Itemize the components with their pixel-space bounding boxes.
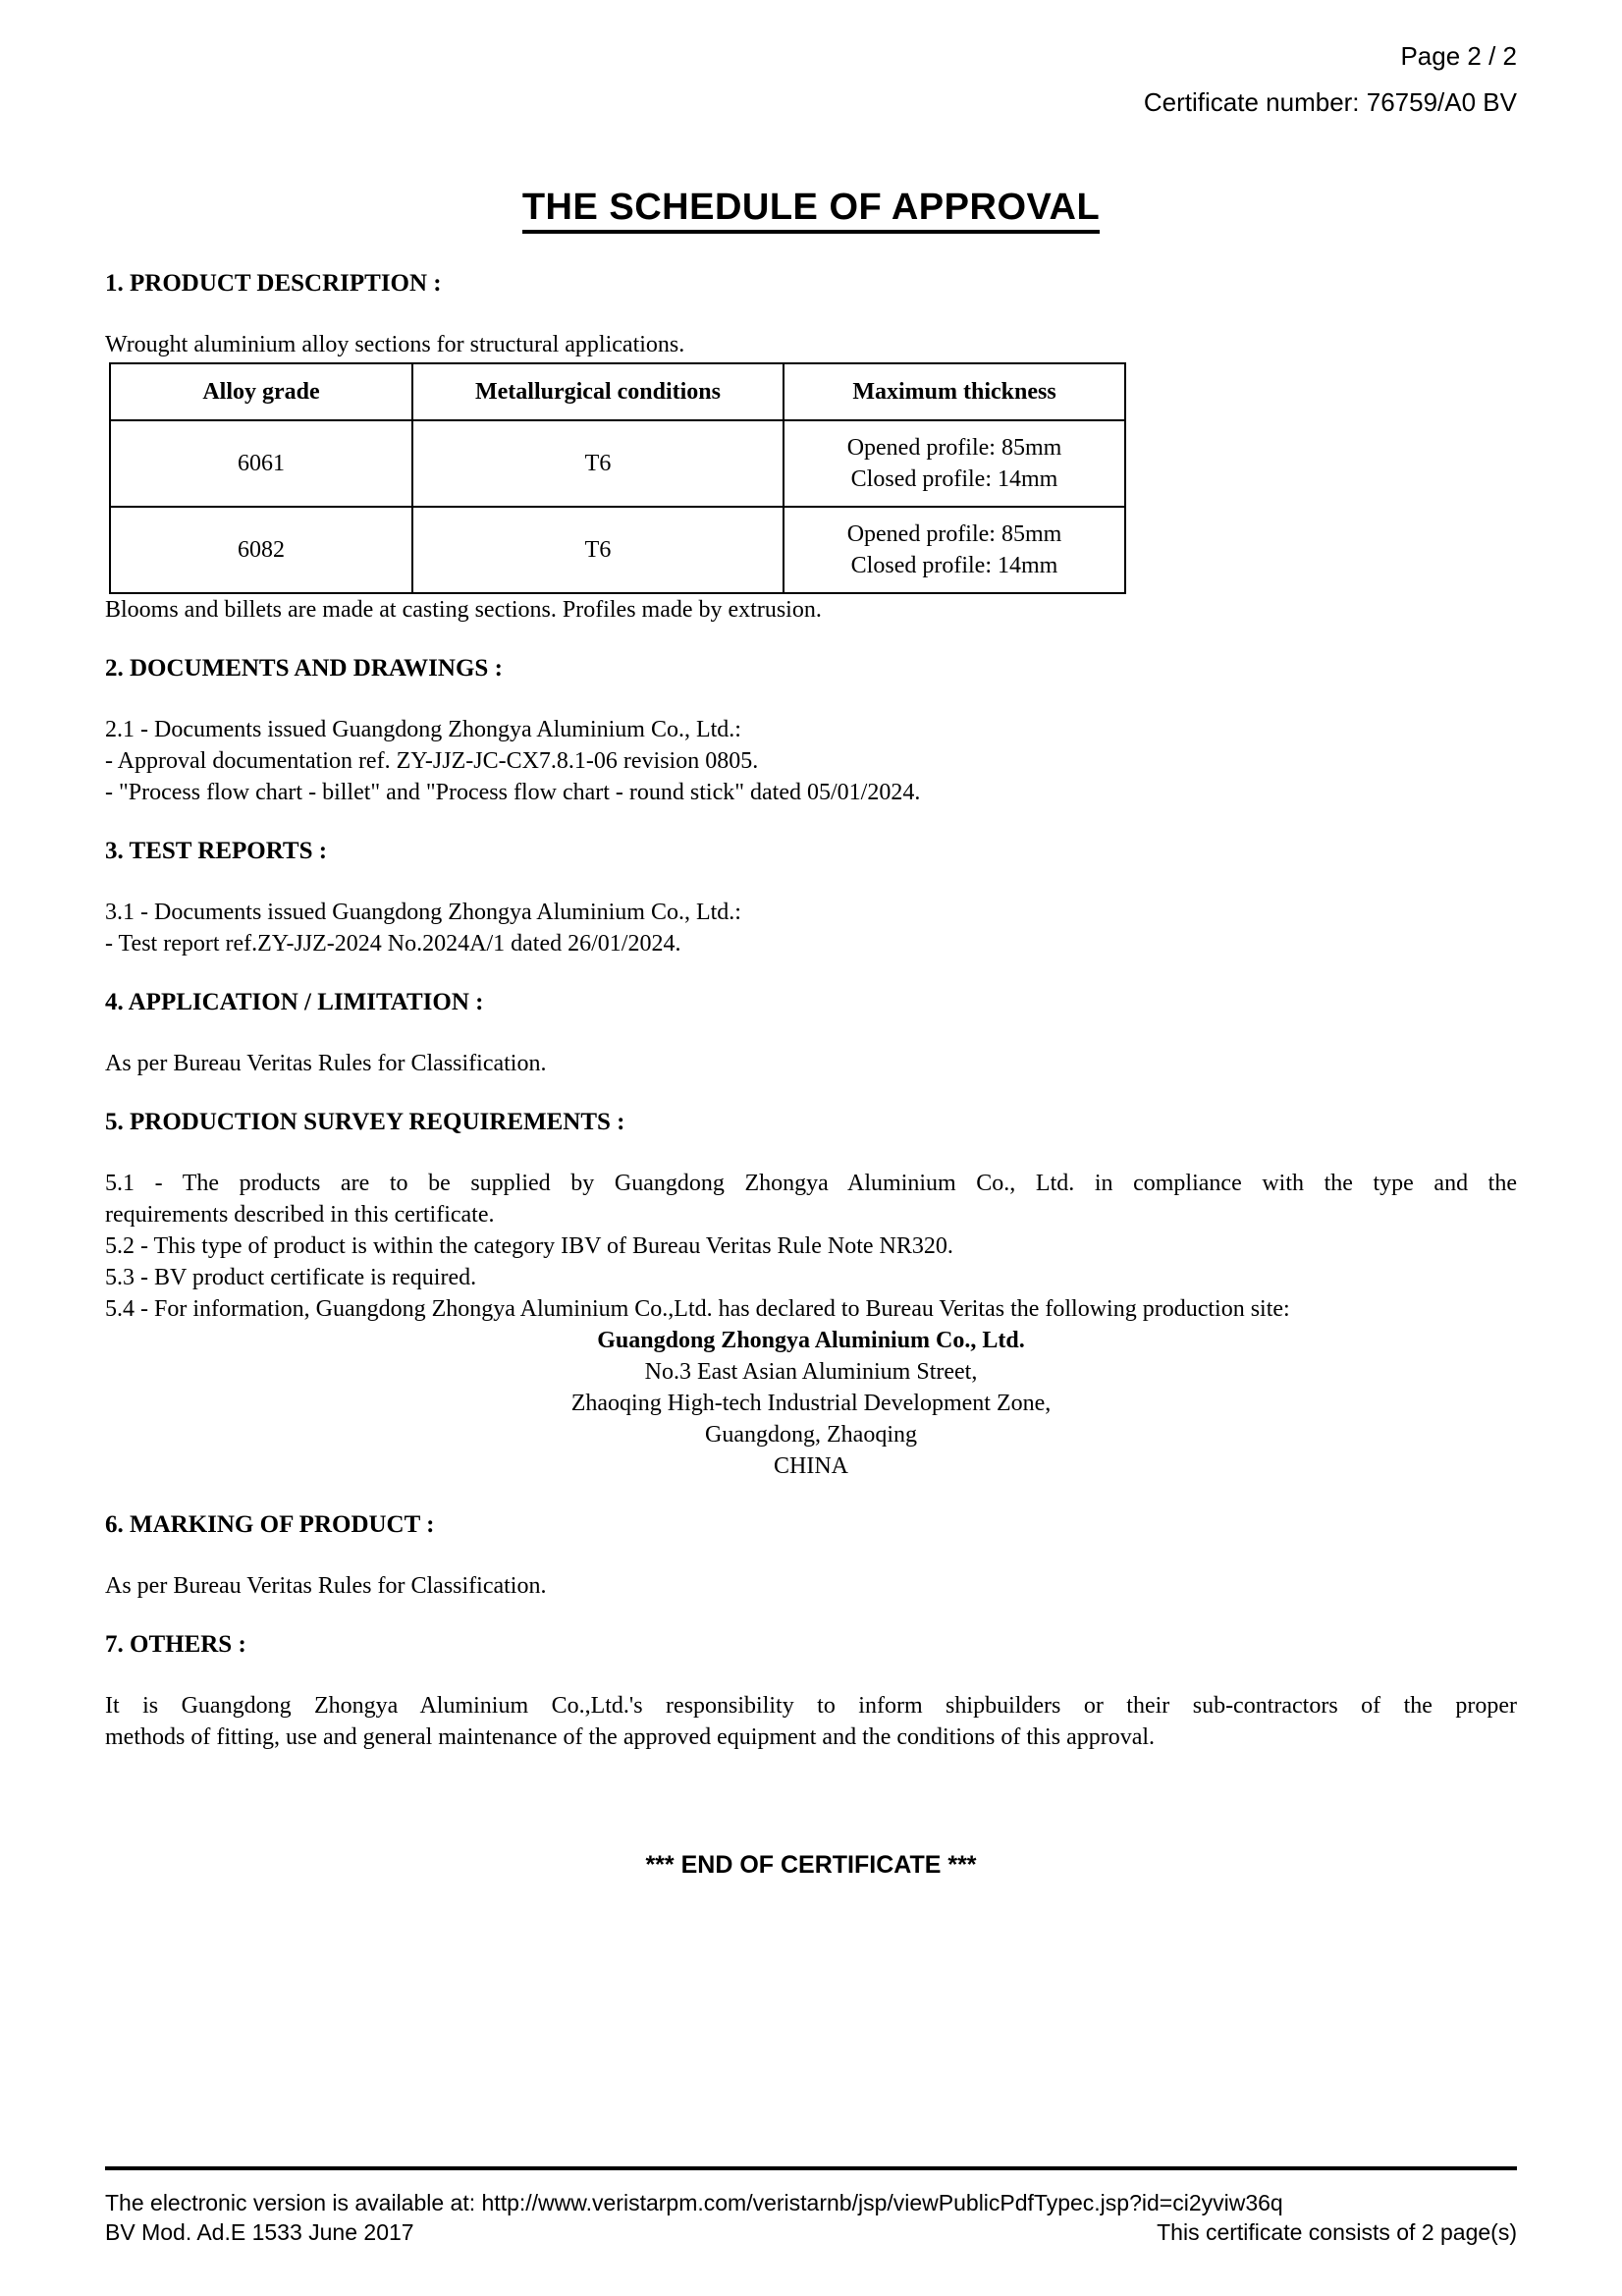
section-2-line: 2.1 - Documents issued Guangdong Zhongya Aluminium Co., Ltd.: [105, 717, 741, 742]
title-container [105, 187, 1517, 234]
table-row [110, 507, 1125, 593]
section-6-heading: 6. MARKING OF PRODUCT : [105, 1511, 435, 1538]
section-1-intro: Wrought aluminium alloy sections for structural applications. [105, 332, 685, 357]
thickness-line: Opened profile: 85mm [846, 435, 1062, 461]
table-row [110, 420, 1125, 507]
footer-bottom-row [105, 2219, 1517, 2246]
page-count-note: This certificate consists of 2 page(s) [1157, 2219, 1517, 2245]
production-site-address-line: Guangdong, Zhaoqing [705, 1422, 917, 1448]
column-header-metallurgical-conditions: Metallurgical conditions [412, 363, 784, 420]
thickness-line: Closed profile: 14mm [850, 466, 1058, 492]
section-5-item: 5.4 - For information, Guangdong Zhongya Aluminium Co.,Ltd. has declared to Bureau Veritas the following production site: [105, 1296, 1290, 1322]
alloy-table-header-row [110, 363, 1125, 420]
alloy-table [109, 362, 1126, 594]
production-site-name: Guangdong Zhongya Aluminium Co., Ltd. [597, 1328, 1025, 1353]
electronic-version-line: The electronic version is available at: http://www.veristarpm.com/veristarnb/jsp/viewPublicPdfTypec.jsp?id=ci2yviw36q [105, 2190, 1283, 2215]
alloy-grade-cell: 6061 [110, 420, 412, 507]
section-5-item: requirements described in this certificate. [105, 1202, 495, 1228]
metallurgical-conditions-cell: T6 [412, 507, 784, 593]
page-title: THE SCHEDULE OF APPROVAL [522, 187, 1100, 234]
section-5-item: 5.3 - BV product certificate is required. [105, 1265, 477, 1290]
section-2-line: - "Process flow chart - billet" and "Process flow chart - round stick" dated 05/01/2024. [105, 780, 921, 805]
section-7-body: methods of fitting, use and general maintenance of the approved equipment and the conditions of this approval. [105, 1724, 1156, 1750]
thickness-line: Closed profile: 14mm [850, 553, 1058, 578]
document-header [105, 41, 1517, 118]
end-of-certificate-marker: *** END OF CERTIFICATE *** [645, 1851, 977, 1879]
thickness-line: Opened profile: 85mm [846, 521, 1062, 547]
section-4-body: As per Bureau Veritas Rules for Classification. [105, 1051, 547, 1076]
form-reference: BV Mod. Ad.E 1533 June 2017 [105, 2219, 414, 2245]
section-5-item: 5.2 - This type of product is within the category IBV of Bureau Veritas Rule Note NR320. [105, 1233, 953, 1259]
maximum-thickness-cell [784, 420, 1125, 507]
section-7-heading: 7. OTHERS : [105, 1631, 246, 1658]
production-site-address-line: No.3 East Asian Aluminium Street, [644, 1359, 978, 1385]
section-5-item: 5.1 - The products are to be supplied by Guangdong Zhongya Aluminium Co., Ltd. in compliance with the type and the [105, 1171, 1517, 1196]
column-header-maximum-thickness: Maximum thickness [784, 363, 1125, 420]
section-2-heading: 2. DOCUMENTS AND DRAWINGS : [105, 655, 503, 682]
page-footer [105, 2166, 1517, 2246]
column-header-alloy-grade: Alloy grade [110, 363, 412, 420]
section-5-heading: 5. PRODUCTION SURVEY REQUIREMENTS : [105, 1109, 625, 1135]
page-number-label: Page 2 / 2 [1400, 41, 1517, 71]
production-site-country: CHINA [774, 1453, 848, 1479]
section-3-heading: 3. TEST REPORTS : [105, 838, 328, 864]
section-7-body: It is Guangdong Zhongya Aluminium Co.,Ltd.'s responsibility to inform shipbuilders or their sub-contractors of the proper [105, 1693, 1517, 1719]
production-site-address-line: Zhaoqing High-tech Industrial Development Zone, [570, 1391, 1052, 1416]
section-2-line: - Approval documentation ref. ZY-JJZ-JC-CX7.8.1-06 revision 0805. [105, 748, 759, 774]
section-6-body: As per Bureau Veritas Rules for Classification. [105, 1573, 547, 1599]
production-site-block [105, 1325, 1517, 1482]
section-3-line: 3.1 - Documents issued Guangdong Zhongya Aluminium Co., Ltd.: [105, 900, 741, 925]
section-4-heading: 4. APPLICATION / LIMITATION : [105, 989, 484, 1015]
alloy-grade-cell: 6082 [110, 507, 412, 593]
section-3-line: - Test report ref.ZY-JJZ-2024 No.2024A/1 dated 26/01/2024. [105, 931, 681, 957]
maximum-thickness-cell [784, 507, 1125, 593]
metallurgical-conditions-cell: T6 [412, 420, 784, 507]
footer-divider [105, 2166, 1517, 2170]
table-note: Blooms and billets are made at casting sections. Profiles made by extrusion. [105, 597, 822, 623]
certificate-number-label: Certificate number: 76759/A0 BV [1143, 87, 1517, 117]
section-1-heading: 1. PRODUCT DESCRIPTION : [105, 270, 442, 297]
